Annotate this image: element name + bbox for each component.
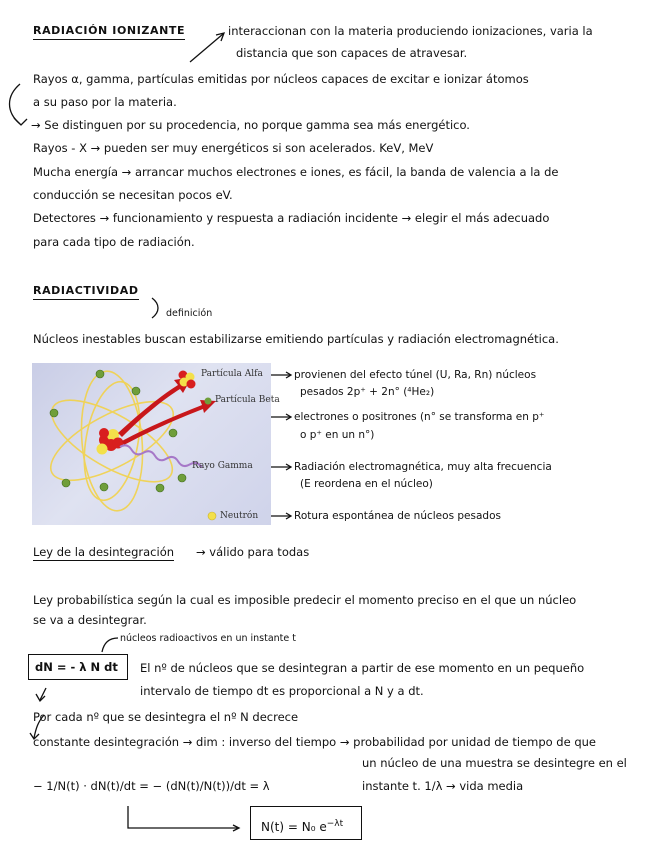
electron (96, 370, 104, 378)
energy-line1: Mucha energía → arrancar muchos electrones e iones, es fácil, la banda de valencia a la de (33, 165, 559, 179)
eq-explanation-line2: intervalo de tiempo dt es proporcional a N y a dt. (140, 684, 424, 698)
nuclei-note: núcleos radioactivos en un instante t (120, 633, 296, 644)
definition-label: definición (166, 308, 213, 319)
label-neutron: Neutrón (220, 511, 259, 521)
electron (178, 474, 186, 482)
beta-note-line2: o p⁺ en un n°) (300, 429, 375, 441)
law-heading-note: → válido para todas (196, 545, 310, 559)
emission-arrows (118, 377, 216, 445)
distinguish-note: → Se distinguen por su procedencia, no porque gamma sea más energético. (31, 118, 470, 132)
electron (169, 429, 177, 437)
alpha-note-line1: provienen del efecto túnel (U, Ra, Rn) núcleos (294, 369, 537, 381)
label-beta: Partícula Beta (215, 395, 280, 405)
prob-line1: Ley probabilística según la cual es imposible predecir el momento preciso en el que un núcleo (33, 593, 577, 607)
rays-line1: Rayos α, gamma, partículas emitidas por núcleos capaces de excitar e ionizar átomos (33, 72, 529, 86)
rays-line2: a su paso por la materia. (33, 95, 177, 109)
constant-line3: instante t. 1/λ → vida media (362, 779, 524, 793)
beta-note-line1: electrones o positrones (n° se transforma en p⁺ (294, 411, 545, 423)
radiation-figure (32, 363, 280, 525)
equation-box (28, 654, 128, 680)
gamma-note-line2: (E reordena en el núcleo) (300, 478, 433, 490)
nuclei-pointer (102, 638, 118, 652)
heading-note-line1: interaccionan con la materia produciendo ionizaciones, varia la (228, 24, 593, 38)
section-heading-radioactivity: RADIACTIVIDAD (33, 284, 139, 300)
label-alpha: Partícula Alfa (201, 369, 263, 379)
neutron-note: Rotura espontánea de núcleos pesados (294, 510, 501, 522)
electron (156, 484, 164, 492)
electron (50, 409, 58, 417)
differential-equation: dN = - λ N dt (35, 660, 118, 674)
electron (62, 479, 70, 487)
detectors-line2: para cada tipo de radiación. (33, 235, 195, 249)
solution-formula: N(t) = N₀ $e^{-\lambda t}$ (261, 819, 344, 834)
definition-hook (152, 298, 158, 318)
eq-explanation-line1: El nº de núcleos que se desintegran a partir de ese momento en un pequeño (140, 661, 585, 675)
solution-box (250, 806, 362, 840)
heading-note-line2: distancia que son capaces de atravesar. (236, 46, 468, 60)
constant-line2: un núcleo de una muestra se desintegre en el (362, 756, 627, 770)
beta-particle (205, 398, 212, 405)
definition-text: Núcleos inestables buscan estabilizarse emitiendo partículas y radiación electromagnética. (33, 332, 559, 346)
rate-formula: − 1/N(t) · dN(t)/dt = − (dN(t)/N(t))/dt = λ (33, 779, 270, 793)
detectors-line1: Detectores → funcionamiento y respuesta a radiación incidente → elegir el más adecuado (33, 211, 550, 225)
brace-left (10, 84, 21, 124)
heading-arrow (190, 34, 223, 62)
atom-diagram (32, 363, 271, 525)
energy-line2: conducción se necesitan pocos eV. (33, 188, 233, 202)
electron (132, 387, 140, 395)
section-heading-ionizing: RADIACIÓN IONIZANTE (33, 24, 185, 40)
electron (100, 483, 108, 491)
constant-line1: constante desintegración → dim : inverso del tiempo → probabilidad por unidad de tiempo de que (33, 735, 597, 749)
law-heading: Ley de la desintegración (33, 545, 175, 559)
gamma-note-line1: Radiación electromagnética, muy alta frecuencia (294, 461, 552, 473)
solution-exponent: −λt (326, 819, 344, 829)
prob-line2: se va a desintegrar. (33, 613, 147, 627)
per-each-note: Por cada nº que se desintegra el nº N decrece (33, 710, 299, 724)
label-gamma: Rayo Gamma (192, 461, 253, 471)
neutron-particle (208, 512, 216, 520)
alpha-note-line2: pesados 2p⁺ + 2n° (⁴He₂) (300, 386, 435, 398)
xray-line: Rayos - X → pueden ser muy energéticos si son acelerados. KeV, MeV (33, 141, 434, 155)
